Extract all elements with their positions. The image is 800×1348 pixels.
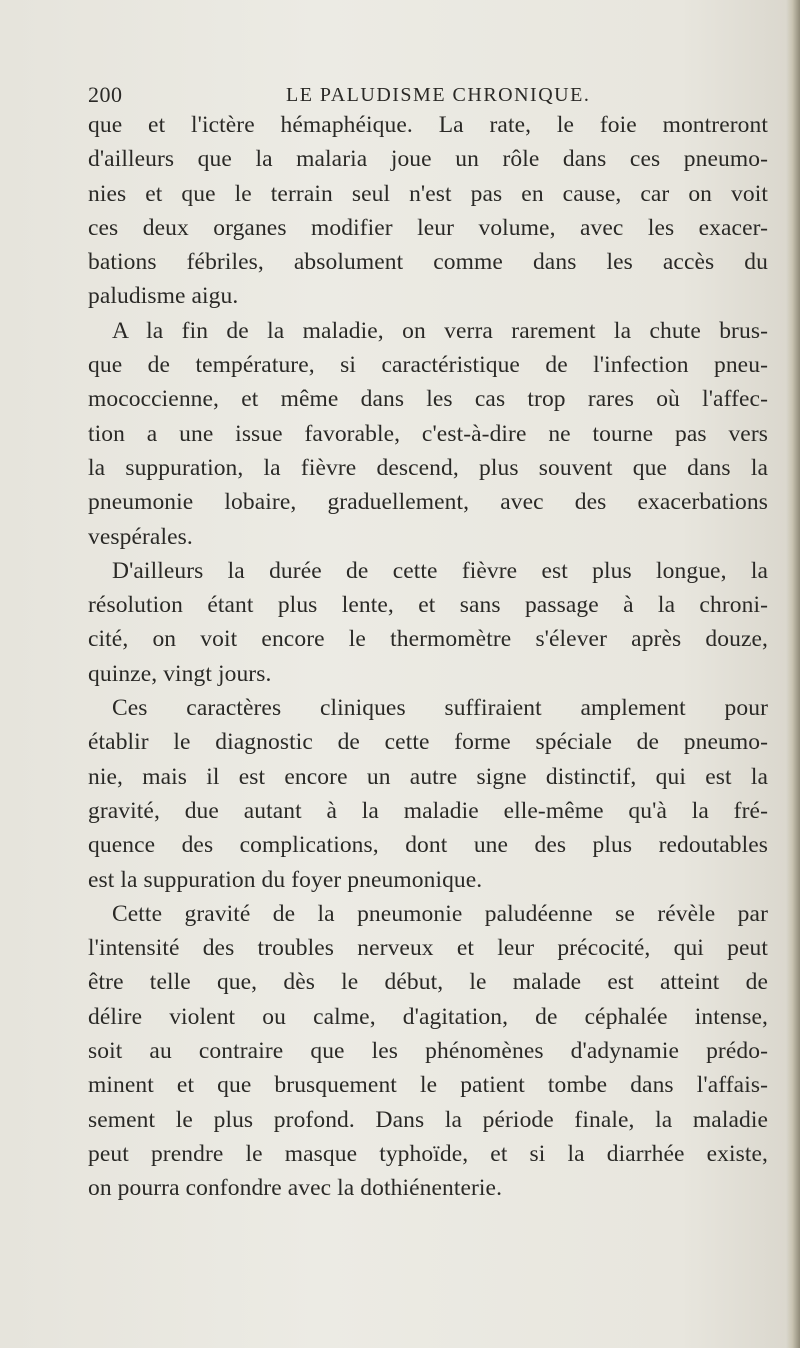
text-line: tion a une issue favorable, c'est-à-dire ne tourne pas vers — [88, 420, 768, 447]
page-edge-shadow — [786, 0, 800, 1348]
text-line: que de température, si caractéristique de l'infection pneu- — [88, 352, 768, 379]
text-line: Ces caractères cliniques suffiraient amplement pour — [112, 695, 768, 722]
text-line: être telle que, dès le début, le malade est atteint de — [88, 969, 768, 996]
text-line: d'ailleurs que la malaria joue un rôle dans ces pneumo- — [88, 146, 768, 173]
text-line: sement le plus profond. Dans la période finale, la maladie — [88, 1106, 768, 1133]
text-line: peut prendre le masque typhoïde, et si la diarrhée existe, — [88, 1140, 768, 1167]
running-title: LE PALUDISME CHRONIQUE. — [286, 84, 591, 106]
text-line: ces deux organes modifier leur volume, avec les exacer- — [88, 214, 768, 241]
text-line: A la fin de la maladie, on verra rarement la chute brus- — [112, 317, 768, 344]
text-line: minent et que brusquement le patient tombe dans l'affais- — [88, 1072, 768, 1099]
text-line: Cette gravité de la pneumonie paludéenne se révèle par — [112, 900, 768, 927]
text-line: mococcienne, et même dans les cas trop rares où l'affec- — [88, 386, 768, 413]
text-line: cité, on voit encore le thermomètre s'élever après douze, — [88, 626, 768, 653]
text-line: est la suppuration du foyer pneumonique. — [88, 866, 483, 893]
text-line: que et l'ictère hémaphéique. La rate, le foie montreront — [88, 112, 768, 138]
text-line: résolution étant plus lente, et sans passage à la chroni- — [88, 592, 768, 619]
text-line: la suppuration, la fièvre descend, plus souvent que dans la — [88, 454, 768, 481]
text-line: nie, mais il est encore un autre signe distinctif, qui est la — [88, 763, 768, 790]
page-number: 200 — [88, 82, 123, 107]
text-line: on pourra confondre avec la dothiénenterie. — [88, 1175, 503, 1202]
text-line: quence des complications, dont une des plus redoutables — [88, 832, 768, 859]
text-line: nies et que le terrain seul n'est pas en cause, car on voit — [88, 180, 768, 207]
text-line: D'ailleurs la durée de cette fièvre est plus longue, la — [112, 557, 768, 584]
text-line: pneumonie lobaire, graduellement, avec des exacerbations — [88, 489, 768, 516]
text-line: quinze, vingt jours. — [88, 660, 272, 687]
text-line: délire violent ou calme, d'agitation, de céphalée intense, — [88, 1003, 768, 1030]
text-line: soit au contraire que les phénomènes d'adynamie prédo- — [88, 1038, 768, 1065]
text-line: bations fébriles, absolument comme dans les accès du — [88, 249, 768, 276]
text-line: paludisme aigu. — [88, 283, 239, 310]
text-line: établir le diagnostic de cette forme spéciale de pneumo- — [88, 729, 768, 756]
text-line: l'intensité des troubles nerveux et leur précocité, qui peut — [88, 935, 768, 962]
body-text — [88, 108, 768, 1206]
text-line: gravité, due autant à la maladie elle-même qu'à la fré- — [88, 797, 768, 824]
text-line: vespérales. — [88, 523, 193, 550]
